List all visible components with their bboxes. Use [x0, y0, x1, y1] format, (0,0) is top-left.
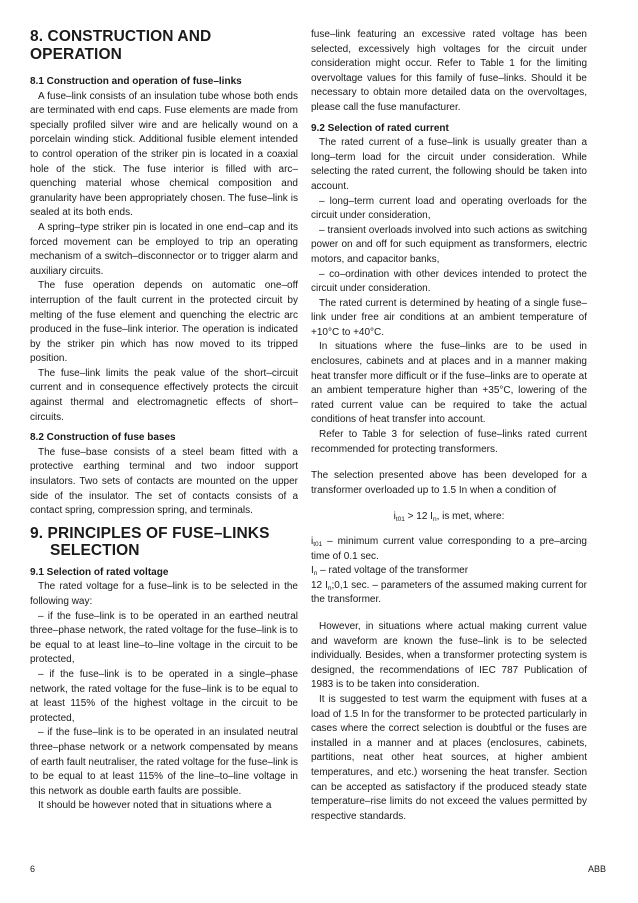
however-paragraph: However, in situations where actual making current value and waveform are known the fuse–link is to be selected individually. Besides, when a transformer protecting system is designed, the recommendations of IEC 787 Publication of 1983 is to be taken into consideration.	[311, 620, 587, 691]
definition-subscript: n	[327, 584, 332, 592]
section-9-heading-line2: SELECTION	[50, 542, 140, 560]
section-9-2-list-item: – long–term current load and operating overloads for the circuit under consideration,	[311, 195, 587, 222]
definition-in	[311, 564, 587, 579]
section-9-2-list-item: – transient overloads involved into such actions as switching power on and off for such equipment as transformers, electric motors, and capacitor banks,	[311, 224, 587, 265]
section-8-1-title: 8.1 Construction and operation of fuse–links	[30, 76, 242, 87]
page-number: 6	[30, 864, 36, 874]
section-8-1-paragraph: A fuse–link consists of an insulation tube whose both ends are terminated with end caps. Fuse elements are made from specially profiled silver wire and are helically wound on a porcelain winding stick. Additional fusible element intended to control operation of the striker pin is located in a coaxial hole of the stick. The fuse interior is filled with arc–quenching material whose chemical composition and granularity have been appropriately chosen. The fuse–link is sealed at its both ends.	[30, 90, 298, 219]
section-9-1-paragraph: The rated voltage for a fuse–link is to be selected in the following way:	[30, 581, 298, 607]
continued-paragraph: fuse–link featuring an excessive rated voltage has been selected, excessively high voltages for the circuit under consideration might occur. Refer to Table 1 for the limiting overvoltage values for this family of fuse–links. Should it be necessary to obtain more detailed data on the overvoltages, please call the fuse manufacturer.	[311, 29, 587, 113]
selection-paragraph: The selection presented above has been developed for a transformer overloaded up to 1.5 In when a condition of	[311, 470, 587, 496]
selection-formula	[311, 510, 587, 525]
definition-subscript: n	[313, 570, 318, 578]
section-9-1-paragraph: It should be however noted that in situations where a	[38, 800, 272, 812]
section-9-1-title: 9.1 Selection of rated voltage	[30, 566, 169, 578]
section-8-heading-line1: 8. CONSTRUCTION AND	[30, 28, 212, 45]
section-9-heading-line1: 9. PRINCIPLES OF FUSE–LINKS	[30, 524, 270, 542]
left-column	[30, 28, 298, 814]
definition-symbol: i	[311, 536, 314, 547]
definition-text: ;0,1 sec. – parameters of the assumed making current for the transformer.	[311, 579, 587, 606]
formula-subscript-n: n	[432, 516, 437, 524]
definition-symbol: 12 I	[311, 579, 328, 591]
section-8-1-paragraph: The fuse operation depends on automatic one–off interruption of the fault current in the protected circuit by melting of the fuse element and quenching the electric arc produced in the fuse–link interior. The operation is indicated by the striker pin which has now moved to its tripped position.	[30, 280, 298, 365]
section-9-2-list-item: – co–ordination with other devices intended to protect the circuit under consideration.	[311, 268, 587, 295]
formula-subscript-t01: t01	[395, 516, 405, 524]
definition-making-current	[311, 579, 587, 608]
section-9-1-list-item: – if the fuse–link is to be operated in a single–phase network, the rated voltage for the fuse–link is to be equal to at least 115% of the highest voltage in the circuit to be protected,	[30, 668, 298, 724]
definition-symbol: I	[311, 565, 314, 577]
formula-end: , is met, where:	[436, 511, 505, 523]
definition-text: – minimum current value corresponding to a pre–arcing time of 0.1 sec.	[311, 536, 587, 562]
right-column	[311, 28, 587, 824]
definition-subscript: t01	[313, 541, 323, 548]
section-8-1-paragraph: The fuse–link limits the peak value of the short–circuit current and in consequence effectively protects the circuit against thermal and electromagnetic effects of short–circuits.	[30, 367, 298, 423]
definition-text: – rated voltage of the transformer	[317, 565, 469, 577]
section-8-2-title: 8.2 Construction of fuse bases	[30, 432, 176, 444]
section-8-2-paragraph: The fuse–base consists of a steel beam fitted with a protective earthing terminal and two indoor support insulators. Two sets of contacts are mounted on the upper side of the insulator. The set of contacts consists of a contact spring, compression spring, and terminals.	[30, 446, 298, 517]
section-9-heading	[30, 525, 298, 560]
section-9-2-paragraph: Refer to Table 3 for selection of fuse–links rated current recommended for protecting transformers.	[311, 429, 587, 455]
formula-i: i	[393, 511, 396, 523]
brand-footer: ABB	[587, 864, 606, 874]
section-9-1-list-item: – if the fuse–link is to be operated in an insulated neutral three–phase network or a network compensated by means of earth fault neutraliser, the rated voltage for the fuse–link is to be equal to at least 115% of the line–to–line voltage in this network as double earth faults are possible.	[30, 727, 298, 797]
section-8-1-paragraph: A spring–type striker pin is located in one end–cap and its forced movement can be employed to trip an operating mechanism of a switch–disconnector or to trigger alarm and auxiliary circuits.	[30, 221, 298, 277]
section-9-2-title: 9.2 Selection of rated current	[311, 122, 449, 134]
formula-middle: > 12 I	[404, 511, 433, 523]
definition-i-t01	[311, 535, 587, 564]
section-9-2-paragraph: The rated current of a fuse–link is usually greater than a long–term load for the circuit under consideration. While selecting the rated current, the following should be taken into account.	[311, 137, 587, 192]
section-8-heading	[30, 28, 298, 63]
section-9-2-paragraph: In situations where the fuse–links are to be used in enclosures, cabinets and at places and in a manner making heat transfer more difficult or if the fuse–links are to operate at an ambient temperature higher than +35°C, lowering of the rated current value can be required to take the actual conditions of heat transfer into account.	[311, 341, 587, 426]
section-8-heading-line2: OPERATION	[30, 45, 122, 63]
test-paragraph: It is suggested to test warm the equipment with fuses at a load of 1.5 In for the transformer to be protected particularly in cases where the correct selection is doubtful or the fuses are installed in a manner and at places (enclosures, cabinets, partitions, neat other heat sources, at higher ambient temperatures, and etc.) worsening the heat transfer. Section can be accepted as satisfactory if the produced steady state temperature–rise limits do not exceed the values permitted by respective standards.	[311, 693, 587, 822]
section-9-1-list-item: – if the fuse–link is to be operated in an earthed neutral three–phase network, the rated voltage for the fuse–link is to be equal to at least line–to–line voltage in the circuit to be protected,	[30, 610, 298, 666]
section-9-2-paragraph: The rated current is determined by heating of a single fuse–link under free air conditions at an ambient temperature of +10°C to +40°C.	[311, 297, 587, 338]
